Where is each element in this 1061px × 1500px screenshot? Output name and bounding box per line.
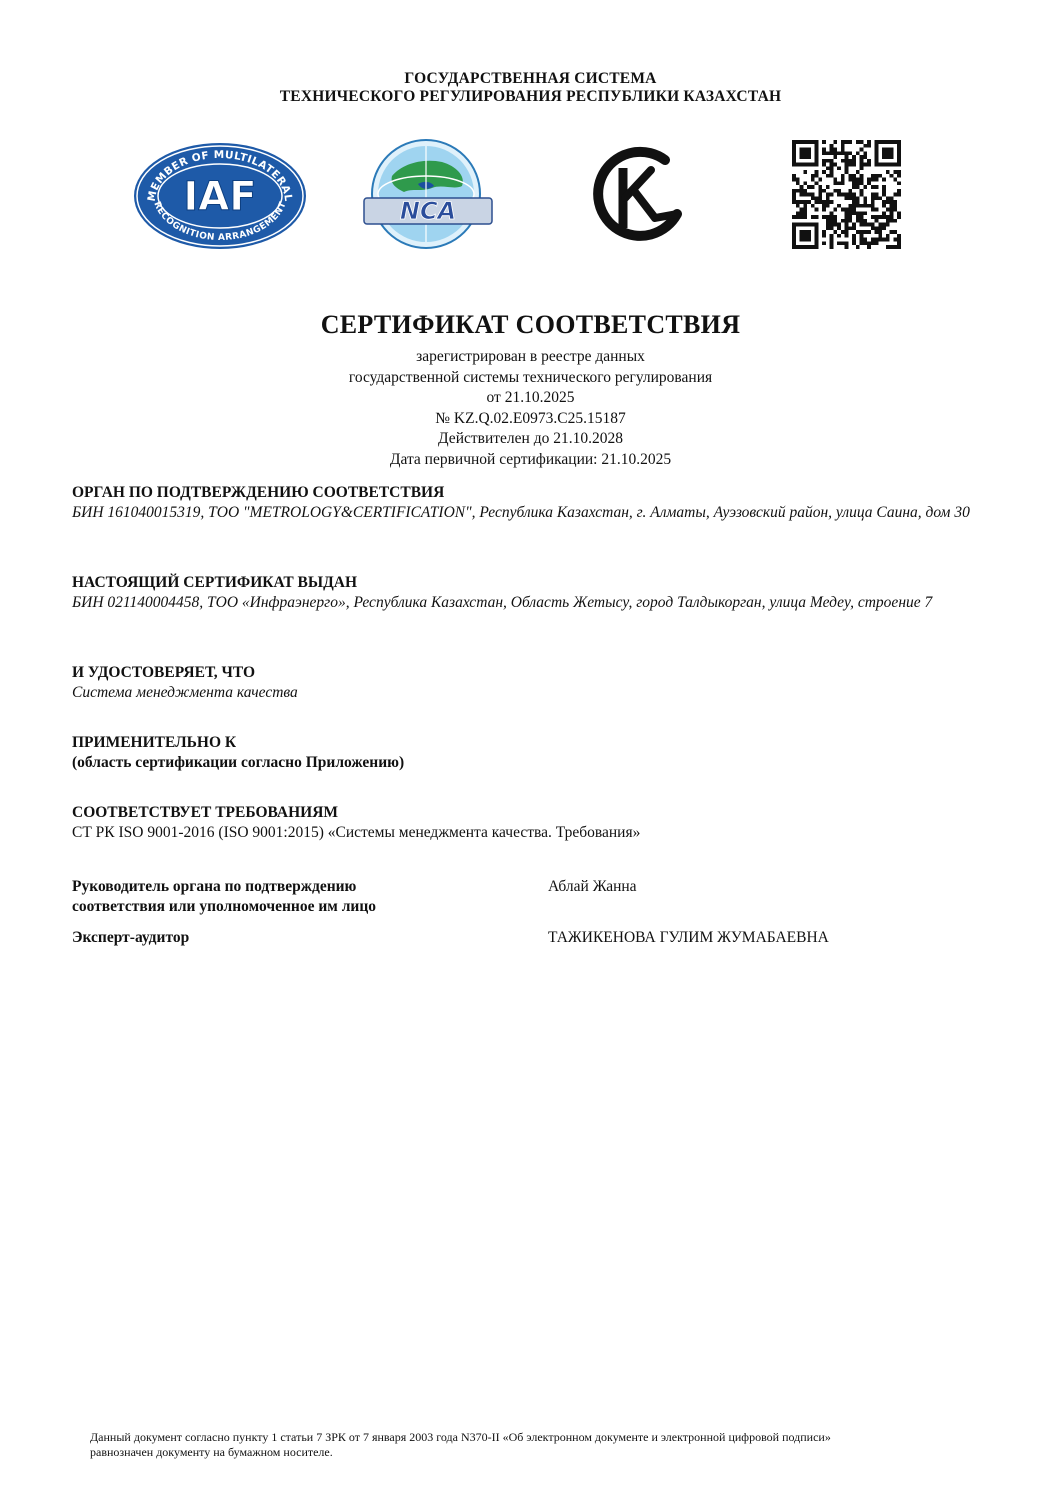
section-value: СТ РК ISO 9001-2016 (ISO 9001:2015) «Системы менеджмента качества. Требования» (72, 824, 641, 841)
registration-date: от 21.10.2025 (486, 389, 575, 406)
certificate-number: № KZ.Q.02.E0973.C25.15187 (435, 409, 626, 427)
section-value: (область сертификации согласно Приложению) (72, 754, 405, 771)
head-label-line-2: соответствия или уполномоченное им лицо (72, 898, 376, 915)
registration-block (0, 347, 1061, 470)
kz-conformity-mark-icon (585, 142, 689, 250)
system-header (0, 70, 1061, 106)
section-heading: И УДОСТОВЕРЯЕТ, ЧТО (72, 664, 256, 681)
section-heading: ОРГАН ПО ПОДТВЕРЖДЕНИЮ СООТВЕТСТВИЯ (72, 484, 445, 501)
header-line-1: ГОСУДАРСТВЕННАЯ СИСТЕМА (404, 70, 657, 87)
section-requirements (72, 803, 990, 843)
svg-text:MEMBER OF MULTILATERAL: MEMBER OF MULTILATERAL (145, 148, 295, 203)
svg-text:IAF: IAF (183, 174, 257, 220)
svg-text:NCA: NCA (399, 197, 457, 225)
svg-text:RECOGNITION ARRANGEMENT: RECOGNITION ARRANGEMENT (151, 200, 289, 244)
iaf-logo-icon (133, 142, 307, 250)
qr-code-icon (792, 140, 901, 249)
first-certification-date: Дата первичной сертификации: 21.10.2025 (389, 450, 672, 468)
footer-line-2: равнозначен документу на бумажном носителе. (90, 1445, 333, 1459)
header-line-2: ТЕХНИЧЕСКОГО РЕГУЛИРОВАНИЯ РЕСПУБЛИКИ КАЗАХСТАН (279, 88, 782, 105)
section-value: БИН 161040015319, ТОО "METROLOGY&CERTIFICATION", Республика Казахстан, г. Алматы, Ауэзовский район, улица Саина, дом 30 (72, 504, 970, 521)
auditor-label: Эксперт-аудитор (72, 929, 190, 946)
section-heading: СООТВЕТСТВУЕТ ТРЕБОВАНИЯМ (72, 804, 339, 821)
section-value: Система менеджмента качества (72, 684, 298, 701)
auditor-name: ТАЖИКЕНОВА ГУЛИМ ЖУМАБАЕВНА (548, 929, 829, 946)
certificate-title: СЕРТИФИКАТ СООТВЕТСТВИЯ (320, 310, 741, 339)
head-signatory-label (72, 877, 472, 917)
head-label-line-1: Руководитель органа по подтверждению (72, 878, 357, 895)
nca-logo-icon (362, 138, 494, 250)
section-certification-body (72, 483, 990, 523)
registration-line-1: зарегистрирован в реестре данных (416, 348, 645, 365)
logo-row (0, 138, 1061, 254)
footer-line-1: Данный документ согласно пункту 1 статьи 7 ЗРК от 7 января 2003 года N370-II «Об электронном документе и электронной цифровой подписи» (90, 1430, 831, 1444)
registration-line-2: государственной системы технического регулирования (348, 368, 713, 386)
section-heading: ПРИМЕНИТЕЛЬНО К (72, 734, 237, 751)
section-heading: НАСТОЯЩИЙ СЕРТИФИКАТ ВЫДАН (72, 574, 358, 591)
head-signatory-name: Аблай Жанна (548, 878, 637, 895)
section-issued-to (72, 573, 990, 613)
section-certifies (72, 663, 990, 703)
section-value: БИН 021140004458, ТОО «Инфраэнерго», Республика Казахстан, Область Жетысу, город Талдыкорган, улица Медеу, строение 7 (72, 594, 933, 611)
legal-footer (90, 1430, 990, 1460)
valid-until: Действителен до 21.10.2028 (438, 430, 623, 447)
section-applicable (72, 733, 990, 773)
